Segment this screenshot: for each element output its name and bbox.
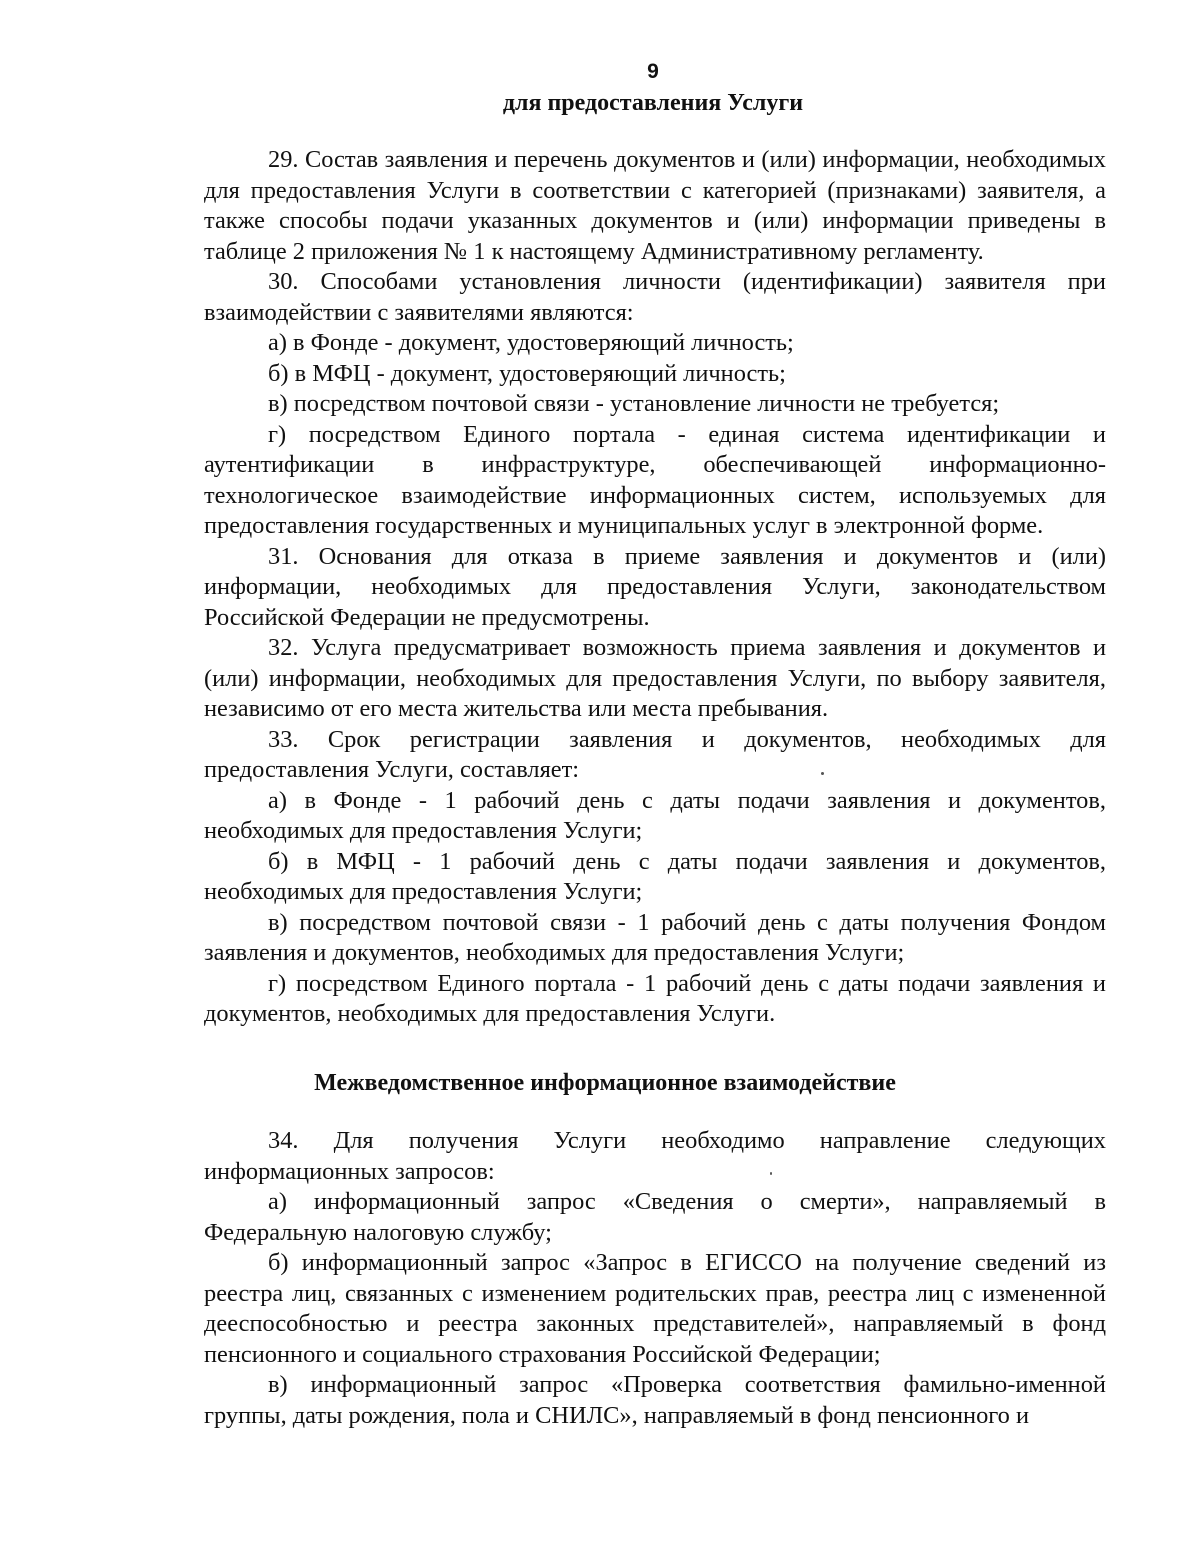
paragraph-30-a: а) в Фонде - документ, удостоверяющий личность; [268, 329, 794, 356]
paragraph-33-a: а) в Фонде - 1 рабочий день с даты подачи заявления и документов, необходимых для предоставления Услуги; [204, 786, 1106, 844]
paragraph-34: 34. Для получения Услуги необходимо направление следующих информационных запросов: [204, 1127, 1106, 1185]
section-heading-top: для предоставления Услуги [502, 90, 804, 116]
paragraph-30-g: г) посредством Единого портала - единая система идентификации и аутентификации в инфраструктуре, обеспечивающей информационно-технологическое взаимодействие информационных систем, используемых для предоставления государственных и муниципальных услуг в электронной форме. [204, 420, 1106, 539]
paragraph-31: 31. Основания для отказа в приеме заявления и документов и (или) информации, необходимых для предоставления Услуги, законодательством Российской Федерации не предусмотрены. [204, 542, 1106, 631]
section-1-body [204, 145, 1106, 1030]
paragraph-33-v: в) посредством почтовой связи - 1 рабочий день с даты получения Фондом заявления и документов, необходимых для предоставления Услуги; [204, 908, 1106, 966]
paragraph-34-v: в) информационный запрос «Проверка соответствия фамильно-именной группы, даты рождения, пола и СНИЛС», направляемый в фонд пенсионного и [204, 1371, 1106, 1429]
paragraph-29: 29. Состав заявления и перечень документов и (или) информации, необходимых для предоставления Услуги в соответствии с категорией (признаками) заявителя, а также способы подачи указанных документов и (или) информации приведены в таблице 2 приложения № 1 к настоящему Административному регламенту. [204, 146, 1106, 265]
paragraph-34-a: а) информационный запрос «Сведения о смерти», направляемый в Федеральную налоговую службу; [204, 1188, 1106, 1246]
section-2-body [204, 1126, 1106, 1431]
paragraph-30-b: б) в МФЦ - документ, удостоверяющий личность; [268, 359, 786, 387]
paragraph-33-b: б) в МФЦ - 1 рабочий день с даты подачи заявления и документов, необходимых для предоставления Услуги; [204, 847, 1106, 905]
scan-speck [821, 772, 824, 775]
scan-speck [770, 1172, 772, 1175]
paragraph-34-b: б) информационный запрос «Запрос в ЕГИССО на получение сведений из реестра лиц, связанных с изменением родительских прав, реестра лиц с измененной дееспособностью и реестра законных представителей», направляемый в фонд пенсионного и социального страхования Российской Федерации; [204, 1249, 1106, 1368]
paragraph-30: 30. Способами установления личности (идентификации) заявителя при взаимодействии с заявителями являются: [204, 268, 1106, 326]
paragraph-30-v: в) посредством почтовой связи - установление личности не требуется; [268, 390, 1000, 417]
paragraph-33-g: г) посредством Единого портала - 1 рабочий день с даты подачи заявления и документов, необходимых для предоставления Услуги. [204, 969, 1106, 1027]
paragraph-33: 33. Срок регистрации заявления и документов, необходимых для предоставления Услуги, составляет: [204, 725, 1106, 783]
section-heading-interagency: Межведомственное информационное взаимодействие [314, 1070, 896, 1096]
paragraph-32: 32. Услуга предусматривает возможность приема заявления и документов и (или) информации, необходимых для предоставления Услуги, по выбору заявителя, независимо от его места жительства или места пребывания. [204, 634, 1106, 722]
page-number: 9 [647, 60, 659, 83]
